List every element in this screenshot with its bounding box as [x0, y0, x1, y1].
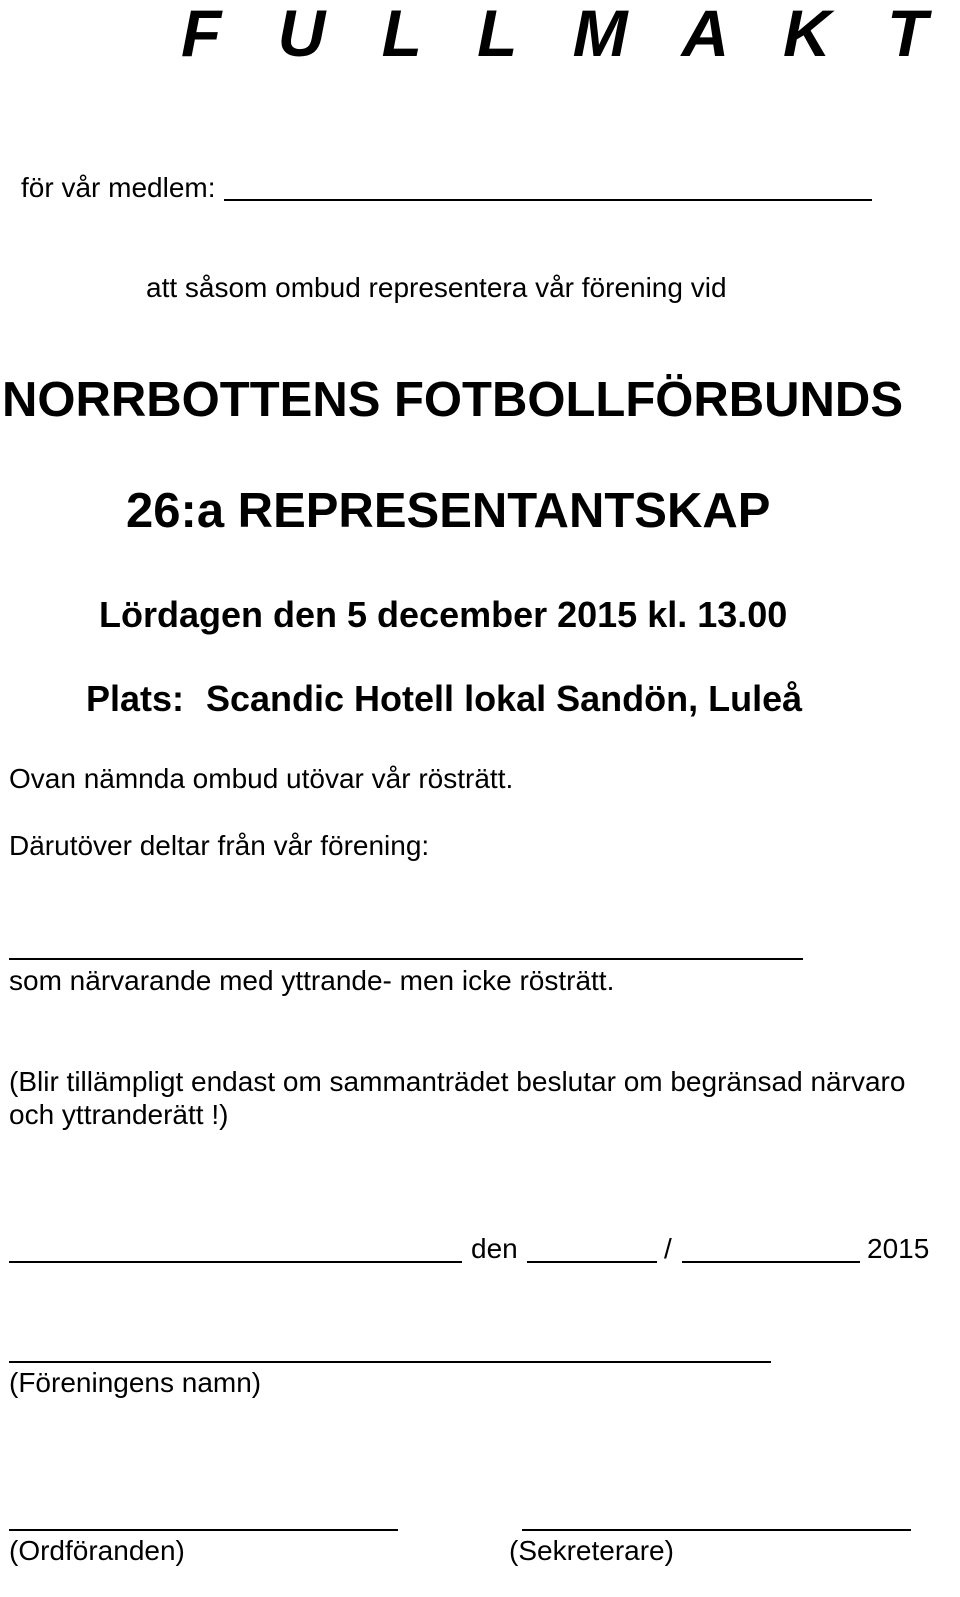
attendees-label: Därutöver deltar från vår förening: — [9, 830, 430, 861]
date-month-line — [682, 1261, 860, 1263]
condition-line-1: (Blir tillämpligt endast om sammanträdet beslutar om begränsad närvaro — [9, 1066, 906, 1097]
attendees-note: som närvarande med yttrande- men icke rösträtt. — [9, 965, 615, 996]
intro-text: att såsom ombud representera vår förening vid — [146, 272, 727, 303]
place-value: Scandic Hotell lokal Sandön, Luleå — [206, 678, 803, 719]
member-label: för vår medlem: — [21, 172, 216, 203]
association-name-line — [9, 1361, 771, 1363]
chairman-label: (Ordföranden) — [9, 1535, 185, 1566]
place-label: Plats: — [86, 678, 185, 719]
place-signature-line — [9, 1261, 462, 1263]
chairman-signature-line — [9, 1529, 398, 1531]
association-label: (Föreningens namn) — [9, 1367, 262, 1398]
event-heading: 26:a REPRESENTANTSKAP — [126, 484, 771, 538]
date-den-label: den — [471, 1233, 518, 1264]
attendees-line — [9, 958, 803, 960]
member-name-line — [224, 199, 872, 201]
date-year: 2015 — [867, 1233, 930, 1264]
condition-line-2: och yttranderätt !) — [9, 1099, 229, 1130]
voting-note: Ovan nämnda ombud utövar vår rösträtt. — [9, 763, 514, 794]
date-slash: / — [664, 1233, 672, 1264]
event-date: Lördagen den 5 december 2015 kl. 13.00 — [99, 594, 788, 635]
date-day-line — [527, 1261, 657, 1263]
secretary-label: (Sekreterare) — [509, 1535, 674, 1566]
organization-heading: NORRBOTTENS FOTBOLLFÖRBUNDS — [2, 373, 903, 427]
secretary-signature-line — [522, 1529, 911, 1531]
document-title: F U L L M A K T — [181, 0, 947, 70]
